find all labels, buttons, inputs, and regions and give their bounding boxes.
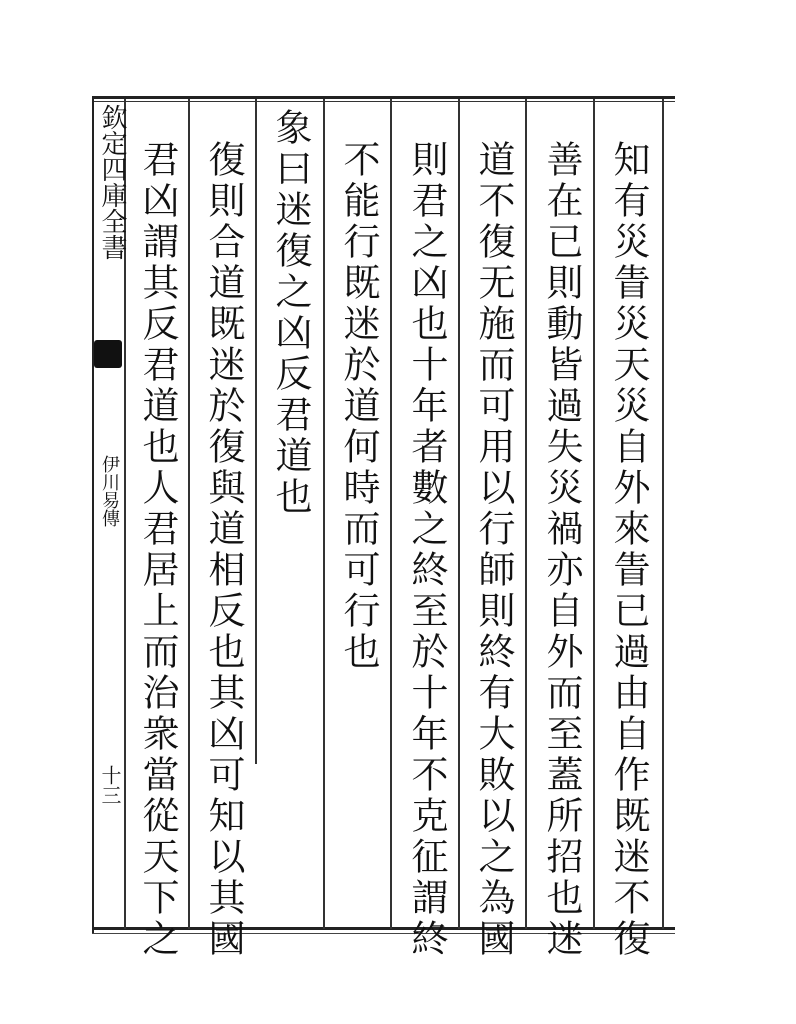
top-border <box>92 96 675 99</box>
text-column-8: 君凶謂其反君道也人君居上而治衆當從天下之 <box>136 140 179 960</box>
text-column-3: 道不復无施而可用以行師則終有大敗以之為國 <box>472 140 515 960</box>
text-column-5: 不能行既迷於道何時而可行也 <box>337 140 380 673</box>
bottom-border <box>92 927 675 930</box>
text-column-4: 則君之凶也十年者數之終至於十年不克征謂終 <box>405 140 448 960</box>
top-border-inner <box>92 101 675 102</box>
text-column-7: 復則合道既迷於復與道相反也其凶可知以其國 <box>202 140 245 960</box>
column-separator <box>255 99 257 764</box>
column-separator <box>662 99 664 929</box>
text-column-6: 象曰迷復之凶反君道也 <box>269 108 312 518</box>
column-separator <box>390 99 392 929</box>
margin-book-title: 伊川易傳 <box>99 455 120 527</box>
text-column-1: 知有災眚災天災自外來眚已過由自作既迷不復 <box>607 140 650 960</box>
bottom-border-inner <box>92 933 675 934</box>
fishtail-mark <box>94 340 122 368</box>
margin-page-number: 十三 <box>98 765 122 805</box>
column-separator <box>188 99 190 929</box>
text-column-2: 善在已則動皆過失災禍亦自外而至蓋所招也迷 <box>540 140 583 960</box>
margin-collection-title: 欽定四庫全書 <box>97 104 127 260</box>
column-separator <box>458 99 460 929</box>
column-separator <box>525 99 527 929</box>
column-separator <box>323 99 325 929</box>
column-separator <box>593 99 595 929</box>
